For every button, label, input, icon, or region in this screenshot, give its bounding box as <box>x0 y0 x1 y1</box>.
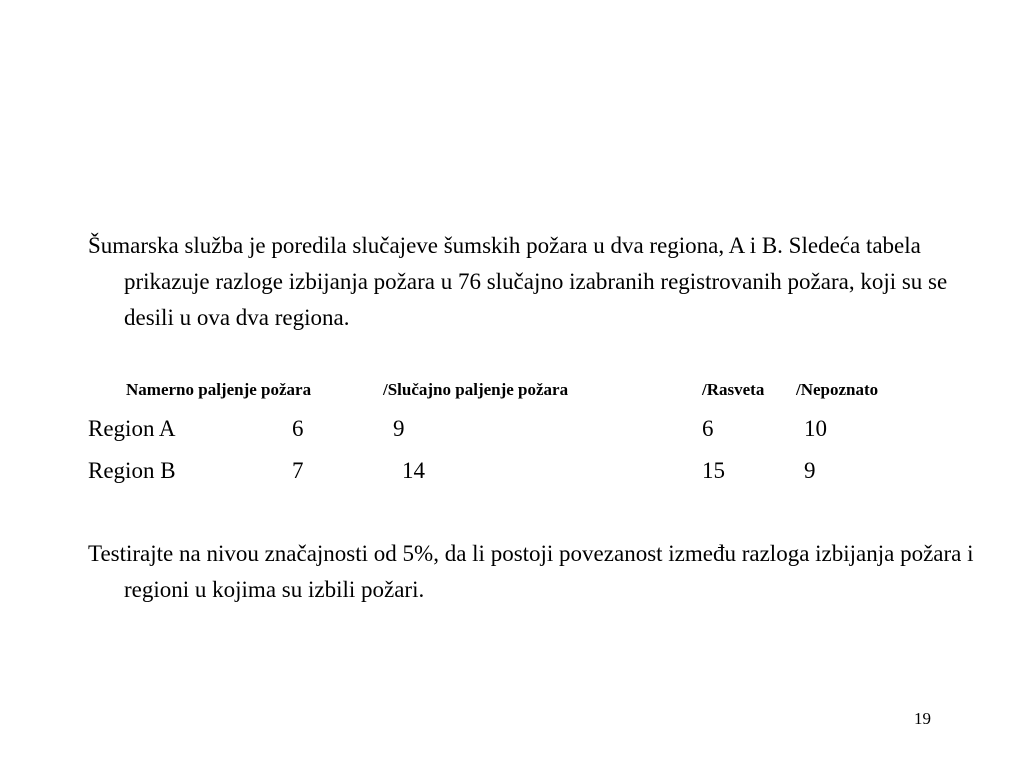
header-accidental: /Slučajno paljenje požara <box>383 380 569 399</box>
row-label-region-a: Region A <box>88 416 176 441</box>
cell-region-a-lightning: 6 <box>702 416 714 441</box>
slide-number: 19 <box>914 709 931 728</box>
cell-region-a-intentional: 6 <box>292 416 304 441</box>
cell-region-b-intentional: 7 <box>292 458 304 483</box>
cell-region-b-lightning: 15 <box>702 458 725 483</box>
intro-paragraph: Šumarska služba je poredila slučajeve šumskih požara u dva regiona, A i B. Sledeća tabela prikazuje razloge izbijanja požara u 76 slučajno izabranih registrovanih požara, koji su se desili u ova dva regiona. <box>88 233 948 330</box>
cell-region-a-accidental: 9 <box>393 416 405 441</box>
row-label-region-b: Region B <box>88 458 176 483</box>
cell-region-a-unknown: 10 <box>804 416 827 441</box>
cell-region-b-unknown: 9 <box>804 458 816 483</box>
cell-region-b-accidental: 14 <box>402 458 425 483</box>
header-intentional: Namerno paljenje požara <box>126 380 312 399</box>
task-paragraph: Testirajte na nivou značajnosti od 5%, da li postoji povezanost između razloga izbijanja požara i regioni u kojima su izbili požari. <box>88 541 974 602</box>
header-unknown: /Nepoznato <box>796 380 879 399</box>
header-lightning: /Rasveta <box>702 380 765 399</box>
